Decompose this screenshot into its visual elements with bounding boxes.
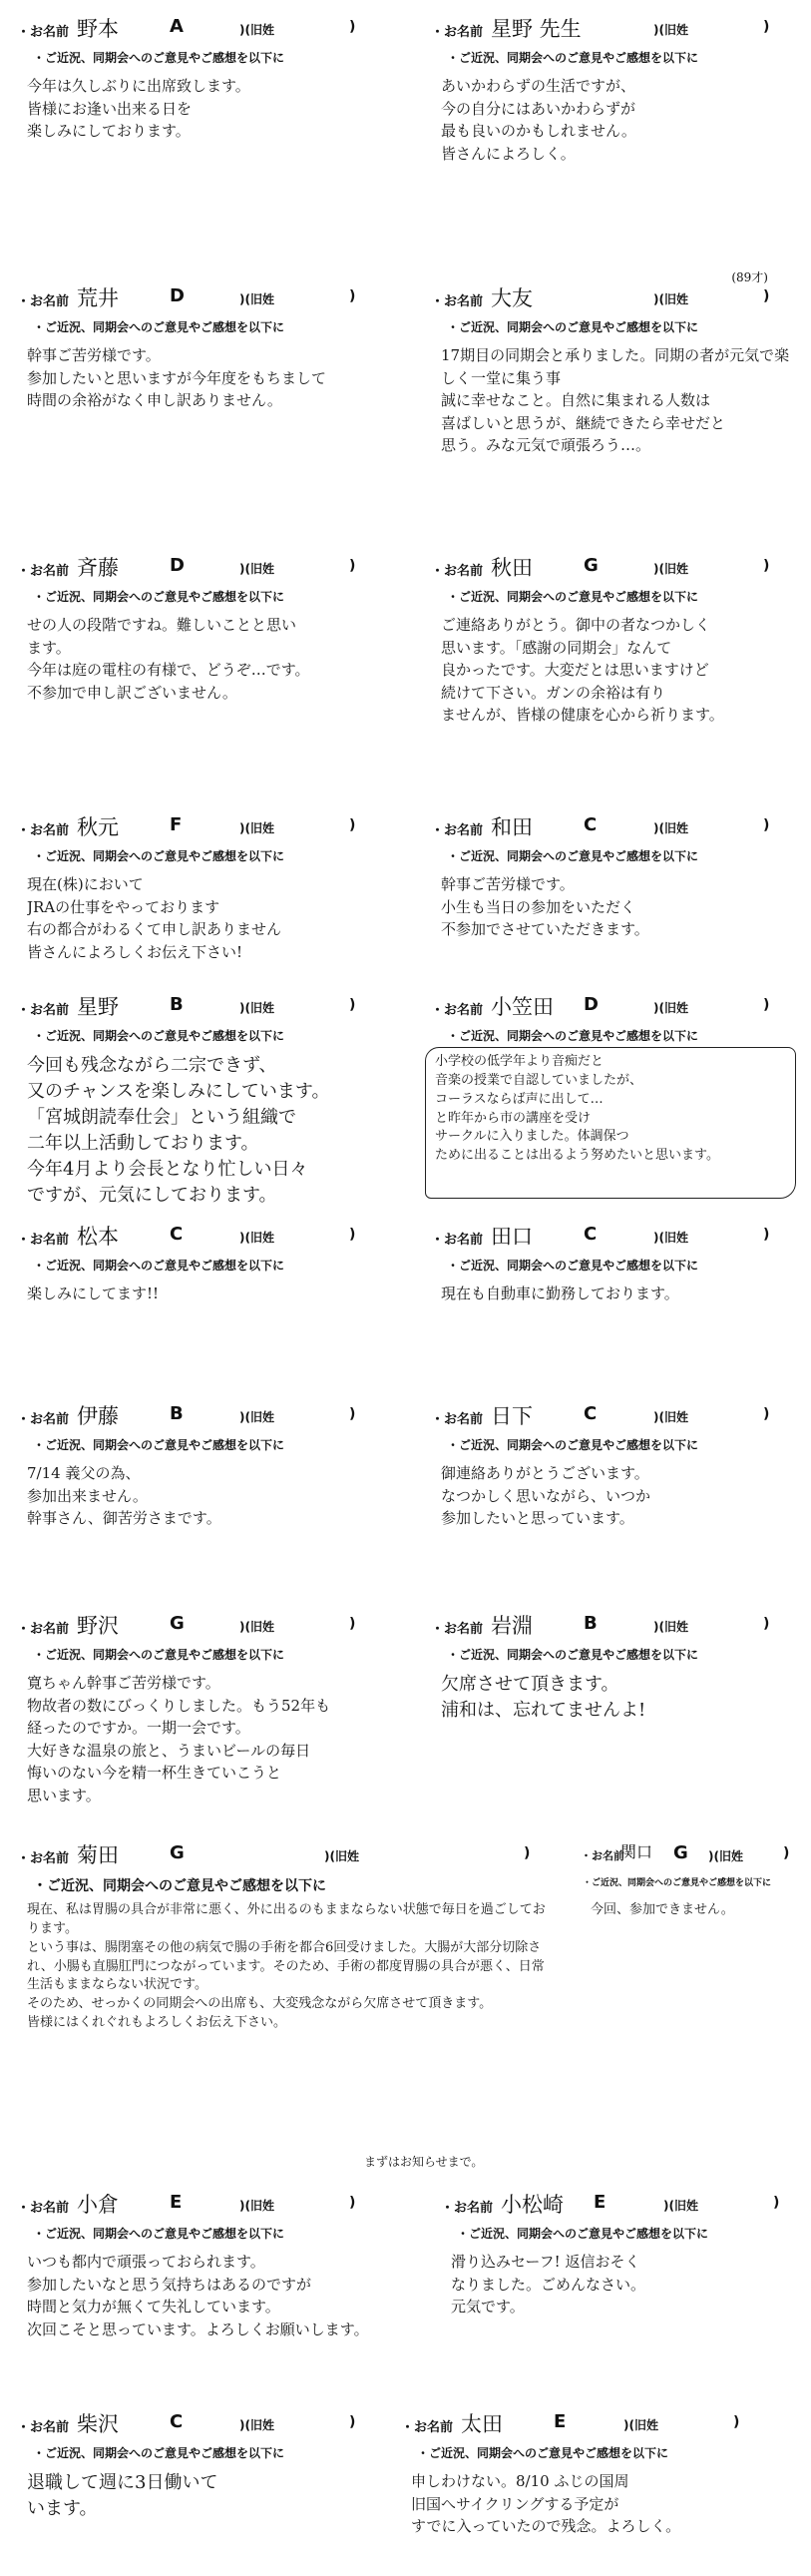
respondent-name: 田口 bbox=[491, 1225, 533, 1249]
name-label: ・お名前 bbox=[431, 25, 484, 40]
close-paren: ) bbox=[349, 2195, 356, 2211]
instruction-text: ・ご近況、同期会へのご意見やご感想を以下に bbox=[447, 590, 699, 604]
comment-card bbox=[5, 274, 394, 544]
name-label: ・お名前 bbox=[581, 1849, 624, 1862]
close-paren: ) bbox=[733, 2414, 740, 2430]
comment-card bbox=[419, 1213, 808, 1392]
group-letter: A bbox=[170, 16, 184, 37]
maiden-name-label: )(旧姓 bbox=[239, 23, 274, 37]
name-label: ・お名前 bbox=[17, 1851, 70, 1866]
comment-text: いつも都内で頑張っておられます。 参加したいなと思う気持ちはあるのですが 時間と気力が無くて失礼しています。 次回こそと思っています。よろしくお願いします。 bbox=[27, 2253, 369, 2338]
comment-text: 17期目の同期会と承りました。同期の者が元気で楽しく一堂に集う事 誠に幸せなこと。自然に集まれる人数は 喜ばしいと思うが、継続できたら幸せだと 思う。みな元気で頑張ろう…。 bbox=[441, 346, 790, 454]
comment-card bbox=[429, 2181, 808, 2400]
respondent-name: 柴沢 bbox=[77, 2412, 119, 2436]
comment-text: 寛ちゃん幹事ご苦労様です。 物故者の数にびっくりしました。もう52年も 経ったのですか。一期一会です。 大好きな温泉の旅と、うまいビールの毎日 悔いのない今を精一杯生きていこうと 思います。 bbox=[27, 1674, 331, 1804]
comment-text: 小学校の低学年より音痴だと 音楽の授業で自認していましたが、 コーラスならば声に出して… と昨年から市の講座を受け サークルに入りました。体調保つ ために出ることは出るよう努めたいと思います。 bbox=[435, 1054, 719, 1164]
name-label: ・お名前 bbox=[431, 1003, 484, 1018]
respondent-name: 和田 bbox=[491, 815, 533, 839]
instruction-text: ・ご近況、同期会へのご意見やご感想を以下に bbox=[447, 1648, 699, 1662]
comment-text: 申しわけない。8/10 ふじの国周 旧国へサイクリングする予定が すでに入っていたので残念。よろしく。 bbox=[411, 2472, 681, 2535]
close-paren: ) bbox=[349, 1227, 356, 1243]
name-label: ・お名前 bbox=[17, 1622, 70, 1637]
name-label: ・お名前 bbox=[17, 2420, 70, 2435]
comment-card bbox=[419, 1602, 808, 1831]
comment-card bbox=[419, 803, 808, 983]
maiden-name-label: )(旧姓 bbox=[239, 821, 274, 835]
instruction-text: ・ご近況、同期会へのご意見やご感想を以下に bbox=[447, 51, 699, 65]
instruction-text: ・ご近況、同期会へのご意見やご感想を以下に bbox=[417, 2446, 669, 2460]
respondent-name: 小松崎 bbox=[501, 2193, 564, 2217]
comment-card bbox=[419, 1392, 808, 1602]
comment-card bbox=[419, 5, 808, 274]
group-letter: G bbox=[170, 1842, 185, 1863]
name-label: ・お名前 bbox=[17, 823, 70, 838]
name-label: ・お名前 bbox=[431, 1622, 484, 1637]
close-paren: ) bbox=[524, 1845, 531, 1861]
comment-text: 現在も自動車に勤務しております。 bbox=[441, 1285, 679, 1302]
comment-card bbox=[5, 1392, 394, 1602]
group-letter: C bbox=[170, 2411, 184, 2432]
respondent-name: 荒井 bbox=[77, 286, 119, 310]
comment-card bbox=[5, 2400, 394, 2575]
comment-card bbox=[419, 270, 808, 544]
maiden-name-label: )(旧姓 bbox=[653, 1410, 688, 1424]
close-paren: ) bbox=[763, 558, 770, 574]
respondent-name: 野沢 bbox=[77, 1614, 119, 1638]
maiden-name-label: )(旧姓 bbox=[653, 292, 688, 306]
respondent-name: 星野 bbox=[77, 995, 119, 1019]
comment-text: 幹事ご苦労様です。 参加したいと思いますが今年度をもちまして 時間の余裕がなく申し訳ありません。 bbox=[27, 346, 327, 409]
maiden-name-label: )(旧姓 bbox=[653, 1620, 688, 1634]
group-letter: D bbox=[170, 285, 185, 306]
close-paren: ) bbox=[349, 288, 356, 304]
comment-card bbox=[569, 1831, 808, 2181]
respondent-name: 大友 bbox=[491, 286, 533, 310]
close-paren: ) bbox=[763, 288, 770, 304]
comment-card bbox=[5, 5, 394, 274]
maiden-name-label: )(旧姓 bbox=[653, 1001, 688, 1015]
maiden-name-label: )(旧姓 bbox=[239, 1001, 274, 1015]
comment-text: 楽しみにしてます!! bbox=[27, 1285, 160, 1302]
respondent-name: 秋元 bbox=[77, 815, 119, 839]
comment-text: 7/14 義父の為、 参加出来ません。 幹事さん、御苦労さまです。 bbox=[27, 1464, 221, 1527]
comment-text: 欠席させて頂きます。 浦和は、忘れてませんよ! bbox=[441, 1674, 646, 1722]
group-letter: B bbox=[584, 1613, 598, 1634]
maiden-name-label: )(旧姓 bbox=[324, 1849, 359, 1863]
close-paren: ) bbox=[763, 997, 770, 1013]
group-letter: G bbox=[170, 1613, 185, 1634]
group-letter: G bbox=[584, 555, 599, 576]
name-label: ・お名前 bbox=[401, 2420, 454, 2435]
respondent-name: 星野 先生 bbox=[491, 17, 582, 41]
name-label: ・お名前 bbox=[17, 1233, 70, 1248]
comment-text: 退職して週に3日働いて います。 bbox=[27, 2472, 218, 2520]
group-letter: E bbox=[170, 2192, 183, 2213]
comment-text: 今回も残念ながら二宗できず、 又のチャンスを楽しみにしています。 「宮城朗読奉仕会」という組織で 二年以上活動しております。 今年4月より会長となり忙しい日々 ですが、元気にしております。 bbox=[27, 1055, 330, 1205]
close-paren: ) bbox=[763, 1406, 770, 1422]
close-paren: ) bbox=[349, 817, 356, 833]
instruction-text: ・ご近況、同期会へのご意見やご感想を以下に bbox=[33, 51, 285, 65]
name-label: ・お名前 bbox=[431, 823, 484, 838]
instruction-text: ・ご近況、同期会へのご意見やご感想を以下に bbox=[447, 1438, 699, 1452]
maiden-name-label: )(旧姓 bbox=[653, 821, 688, 835]
close-paren: ) bbox=[349, 19, 356, 35]
maiden-name-label: )(旧姓 bbox=[663, 2199, 698, 2213]
name-label: ・お名前 bbox=[431, 1412, 484, 1427]
close-paren: ) bbox=[349, 997, 356, 1013]
close-paren: ) bbox=[783, 1845, 790, 1861]
instruction-text: ・ご近況、同期会へのご意見やご感想を以下に bbox=[33, 2446, 285, 2460]
maiden-name-label: )(旧姓 bbox=[653, 23, 688, 37]
comment-text: 幹事ご苦労様です。 小生も当日の参加をいただく 不参加でさせていただきます。 bbox=[441, 875, 649, 938]
respondent-name: 関口 bbox=[620, 1842, 653, 1861]
close-paren: ) bbox=[349, 2414, 356, 2430]
group-letter: C bbox=[584, 1224, 598, 1245]
instruction-text: ・ご近況、同期会へのご意見やご感想を以下に bbox=[33, 1438, 285, 1452]
close-paren: ) bbox=[763, 19, 770, 35]
maiden-name-label: )(旧姓 bbox=[239, 292, 274, 306]
name-label: ・お名前 bbox=[441, 2201, 494, 2216]
postscript-text: まずはお知らせまで。 bbox=[364, 2155, 484, 2169]
name-label: ・お名前 bbox=[431, 1233, 484, 1248]
comment-text: 現在(株)において JRAの仕事をやっております 右の都合がわるくて申し訳ありません 皆さんによろしくお伝え下さい! bbox=[27, 875, 282, 961]
group-letter: B bbox=[170, 994, 184, 1015]
comment-text: 現在、私は胃腸の具合が非常に悪く、外に出るのもままならない状態で毎日を過ごしております。 という事は、腸閉塞その他の病気で腸の手術を都合6回受けました。大腸が大部分切除され、小腸も直腸肛門につながっています。そのため、手術の都度胃腸の具合が悪く、日常生活もままならない状況です。 そのため、せっかくの同期会への出席も、大変残念ながら欠席させて頂きます。 皆様にはくれぐれもよろしくお伝え下さい。 bbox=[27, 1902, 546, 2031]
name-label: ・お名前 bbox=[17, 2201, 70, 2216]
comment-card bbox=[419, 983, 808, 1213]
age-note: (89才) bbox=[731, 270, 768, 284]
group-letter: D bbox=[170, 555, 185, 576]
comment-text: 今回、参加できません。 bbox=[591, 1902, 734, 1917]
instruction-text: ・ご近況、同期会へのご意見やご感想を以下に bbox=[33, 849, 285, 863]
respondent-name: 伊藤 bbox=[77, 1404, 119, 1428]
maiden-name-label: )(旧姓 bbox=[239, 2199, 274, 2213]
name-label: ・お名前 bbox=[17, 564, 70, 579]
respondent-name: 野本 bbox=[77, 17, 119, 41]
comment-text: あいかわらずの生活ですが、 今の自分にはあいかわらずが 最も良いのかもしれません。 皆さんによろしく。 bbox=[441, 77, 636, 163]
group-letter: G bbox=[673, 1842, 688, 1863]
respondent-name: 小倉 bbox=[77, 2193, 119, 2217]
comment-text: ご連絡ありがとう。御中の者なつかしく 思います。「感謝の同期会」なんて 良かったです。大変だとは思いますけど 続けて下さい。ガンの余裕は有り ませんが、皆様の健康を心から祈ります。 bbox=[441, 616, 724, 724]
name-label: ・お名前 bbox=[431, 564, 484, 579]
maiden-name-label: )(旧姓 bbox=[653, 562, 688, 576]
close-paren: ) bbox=[763, 817, 770, 833]
maiden-name-label: )(旧姓 bbox=[239, 1620, 274, 1634]
close-paren: ) bbox=[763, 1227, 770, 1243]
respondent-name: 松本 bbox=[77, 1225, 119, 1249]
maiden-name-label: )(旧姓 bbox=[623, 2418, 658, 2432]
group-letter: F bbox=[170, 814, 183, 835]
instruction-text: ・ご近況、同期会へのご意見やご感想を以下に bbox=[447, 1259, 699, 1273]
respondent-name: 秋田 bbox=[491, 556, 533, 580]
close-paren: ) bbox=[349, 1616, 356, 1632]
respondent-name: 太田 bbox=[461, 2412, 503, 2436]
name-label: ・お名前 bbox=[17, 1412, 70, 1427]
instruction-text: ・ご近況、同期会へのご意見やご感想を以下に bbox=[33, 1648, 285, 1662]
maiden-name-label: )(旧姓 bbox=[653, 1231, 688, 1245]
respondent-name: 日下 bbox=[491, 1404, 533, 1428]
comment-text: 御連絡ありがとうございます。 なつかしく思いながら、いつか 参加したいと思っています。 bbox=[441, 1464, 651, 1527]
respondent-name: 斉藤 bbox=[77, 556, 119, 580]
group-letter: C bbox=[584, 814, 598, 835]
comment-card bbox=[5, 1602, 394, 1831]
instruction-text: ・ご近況、同期会へのご意見やご感想を以下に bbox=[447, 320, 699, 334]
comment-card bbox=[5, 1831, 564, 2181]
comment-text: 今年は久しぶりに出席致します。 皆様にお逢い出来る日を 楽しみにしております。 bbox=[27, 77, 250, 140]
respondent-name: 小笠田 bbox=[491, 995, 554, 1019]
close-paren: ) bbox=[763, 1616, 770, 1632]
comment-card bbox=[5, 803, 394, 983]
group-letter: D bbox=[584, 994, 599, 1015]
maiden-name-label: )(旧姓 bbox=[239, 562, 274, 576]
name-label: ・お名前 bbox=[431, 294, 484, 309]
comment-card bbox=[389, 2400, 808, 2575]
instruction-text: ・ご近況、同期会へのご意見やご感想を以下に bbox=[33, 1878, 326, 1894]
comment-card bbox=[419, 544, 808, 803]
comment-text: せの人の段階ですね。難しいことと思い ます。 今年は庭の電柱の有様で、どうぞ…です。 不参加で申し訳ございません。 bbox=[27, 616, 310, 702]
comment-card bbox=[5, 544, 394, 803]
comment-card bbox=[5, 2181, 424, 2400]
close-paren: ) bbox=[349, 1406, 356, 1422]
group-letter: B bbox=[170, 1403, 184, 1424]
respondent-name: 菊田 bbox=[77, 1843, 119, 1867]
instruction-text: ・ご近況、同期会へのご意見やご感想を以下に bbox=[583, 1878, 772, 1888]
close-paren: ) bbox=[773, 2195, 780, 2211]
name-label: ・お名前 bbox=[17, 25, 70, 40]
comment-card bbox=[5, 1213, 394, 1392]
instruction-text: ・ご近況、同期会へのご意見やご感想を以下に bbox=[33, 2227, 285, 2241]
name-label: ・お名前 bbox=[17, 294, 70, 309]
instruction-text: ・ご近況、同期会へのご意見やご感想を以下に bbox=[447, 1029, 699, 1043]
instruction-text: ・ご近況、同期会へのご意見やご感想を以下に bbox=[33, 590, 285, 604]
close-paren: ) bbox=[349, 558, 356, 574]
group-letter: E bbox=[554, 2411, 567, 2432]
instruction-text: ・ご近況、同期会へのご意見やご感想を以下に bbox=[33, 1259, 285, 1273]
name-label: ・お名前 bbox=[17, 1003, 70, 1018]
instruction-text: ・ご近況、同期会へのご意見やご感想を以下に bbox=[457, 2227, 709, 2241]
respondent-name: 岩淵 bbox=[491, 1614, 533, 1638]
instruction-text: ・ご近況、同期会へのご意見やご感想を以下に bbox=[33, 1029, 285, 1043]
instruction-text: ・ご近況、同期会へのご意見やご感想を以下に bbox=[33, 320, 285, 334]
group-letter: C bbox=[170, 1224, 184, 1245]
maiden-name-label: )(旧姓 bbox=[708, 1849, 743, 1863]
group-letter: C bbox=[584, 1403, 598, 1424]
instruction-text: ・ご近況、同期会へのご意見やご感想を以下に bbox=[447, 849, 699, 863]
comment-card bbox=[5, 983, 394, 1213]
maiden-name-label: )(旧姓 bbox=[239, 1231, 274, 1245]
comment-text: 滑り込みセーフ! 返信おそく なりました。ごめんなさい。 元気です。 bbox=[451, 2253, 646, 2316]
maiden-name-label: )(旧姓 bbox=[239, 2418, 274, 2432]
maiden-name-label: )(旧姓 bbox=[239, 1410, 274, 1424]
group-letter: E bbox=[594, 2192, 607, 2213]
